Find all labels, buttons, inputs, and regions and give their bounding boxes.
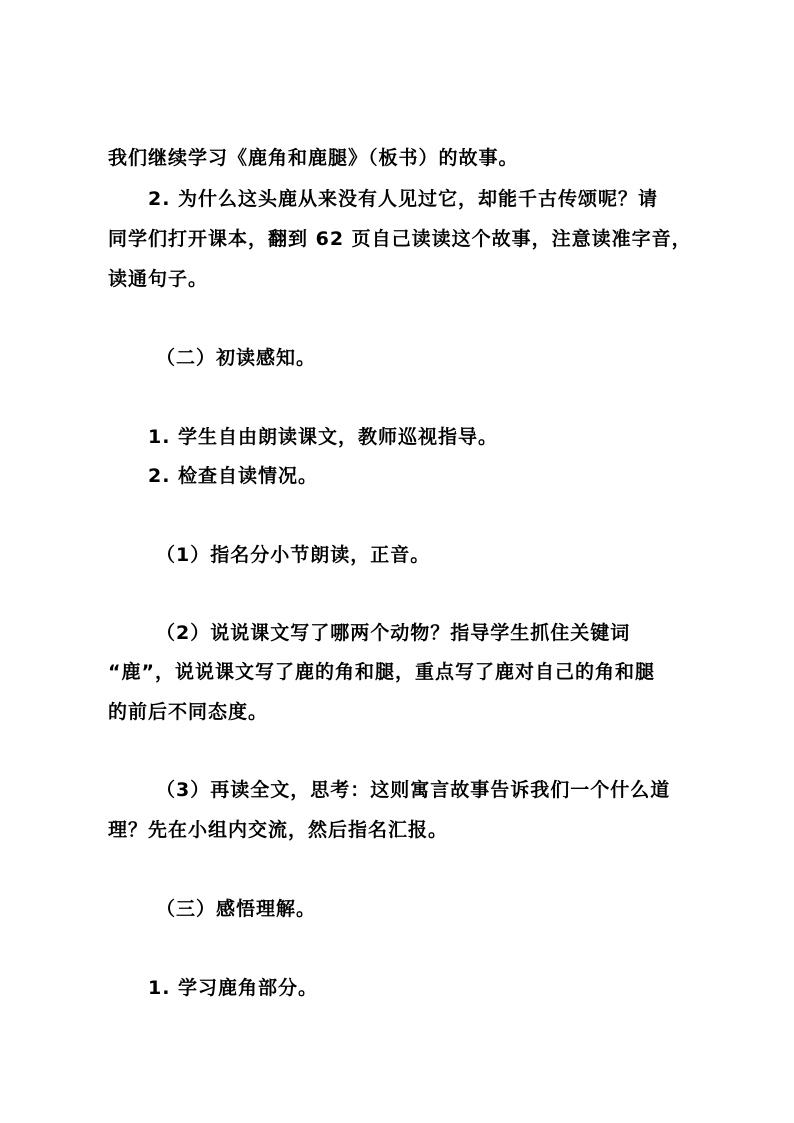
section-heading-understanding: （三）感悟理解。 xyxy=(156,898,317,920)
text-line-open-textbook: 同学们打开课本，翻到 62 页自己读读这个故事，注意读准字音， xyxy=(108,228,692,250)
text-line-step-2: （2）说说课文写了哪两个动物？指导学生抓住关键词 xyxy=(156,622,631,644)
text-line-free-reading: 1. 学生自由朗读课文，教师巡视指导。 xyxy=(148,426,499,448)
text-line-step-2-cont: “鹿”，说说课文写了鹿的角和腿，重点写了鹿对自己的角和腿 xyxy=(108,661,655,683)
text-line-check-reading: 2. 检查自读情况。 xyxy=(148,465,319,487)
text-line-study-antlers: 1. 学习鹿角部分。 xyxy=(148,977,319,999)
text-line-step-1: （1）指名分小节朗读，正音。 xyxy=(156,544,431,566)
text-line-continue-learning: 我们继续学习《鹿角和鹿腿》（板书）的故事。 xyxy=(108,147,519,169)
section-heading-first-reading: （二）初读感知。 xyxy=(156,347,317,369)
text-line-step-3: （3）再读全文，思考：这则寓言故事告诉我们一个什么道 xyxy=(156,779,671,801)
text-line-read-sentences: 读通句子。 xyxy=(108,268,209,290)
text-line-step-3-cont: 理？先在小组内交流，然后指名汇报。 xyxy=(108,819,449,841)
text-line-question: 2. 为什么这头鹿从来没有人见过它，却能千古传颂呢？请 xyxy=(148,188,659,210)
text-line-step-2-end: 的前后不同态度。 xyxy=(108,701,269,723)
